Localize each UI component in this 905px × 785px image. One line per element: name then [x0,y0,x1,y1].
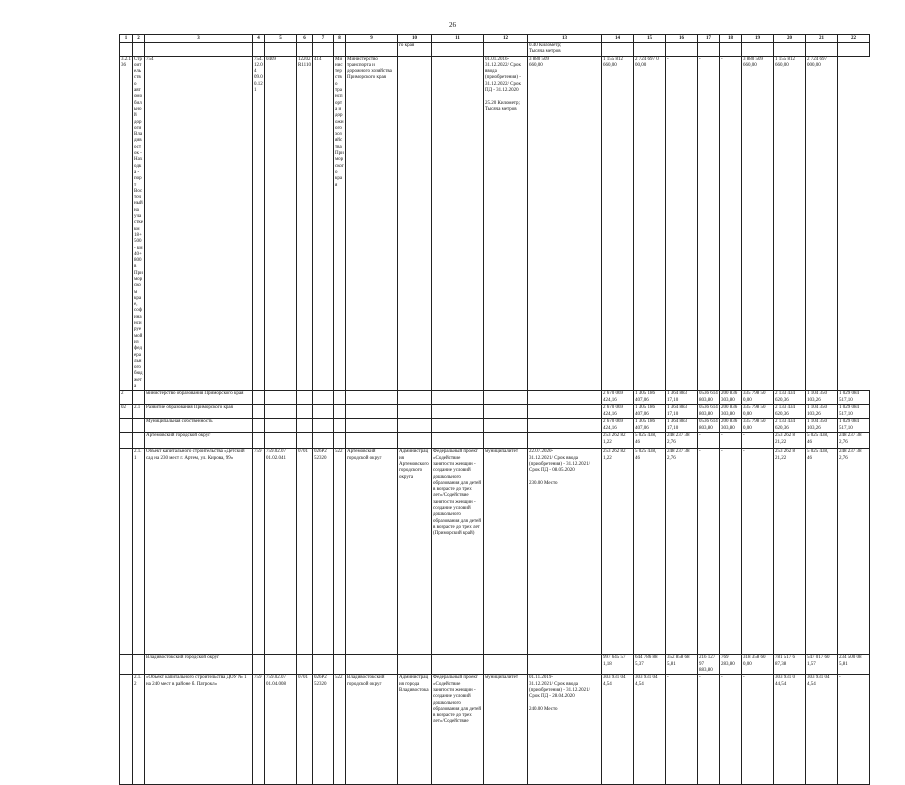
table-cell: Владивостокский городской округ [346,675,398,785]
table-cell [133,655,145,675]
table-cell: - [742,433,774,449]
table-cell: 248 237 38 2,76 [838,449,870,655]
table-cell [120,43,133,57]
table-cell: - [698,433,720,449]
table-cell: Владивостокский городской округ [145,655,253,675]
table-cell [133,419,145,433]
table-cell [528,391,602,405]
table-cell [432,405,484,419]
column-header: 13 [528,35,602,43]
column-header: 17 [698,35,720,43]
column-header: 22 [838,35,870,43]
table-cell: 248 237 38 2,76 [666,449,698,655]
column-header: 10 [398,35,432,43]
table-cell: «Объект капитального строительства ДОУ № 1 на 240 мест в районе б. Патрокл» [145,675,253,785]
table-cell: 1 029 084 517,10 [838,419,870,433]
table-cell: Строительство автомобильной дороги Владивосток - Находка - порт Восточный на участке км 18+500 - км 40+800 в Приморском крае, софинансируемой из федерального бюджета [134,56,143,390]
table-cell: министерство образования Приморского края [145,391,253,405]
table-cell: 2 133 434 620,36 [774,405,806,419]
table-cell [602,43,634,57]
table-cell: Развитие образования Приморского края [145,405,253,419]
table-cell: 3 880 509 660,00 [742,56,774,391]
table-cell: 769 283,80 [720,655,742,675]
table-cell: 1 305 186 407,06 [634,391,666,405]
table-cell [265,433,297,449]
table-cell [133,433,145,449]
table-cell [253,655,265,675]
table-cell: 2 133 434 620,36 [774,419,806,433]
table-cell: 759 [253,675,265,785]
table-cell [806,43,838,57]
table-cell: - [720,433,742,449]
table-cell [346,419,398,433]
table-cell [334,391,346,405]
table-cell: 02 [120,405,133,419]
table-cell [265,43,297,57]
table-cell [398,405,432,419]
table-cell: 0536 614 803,80 [698,419,720,433]
table-cell: - [838,675,870,785]
table-cell: 2.1 [133,405,145,419]
table-row [120,43,870,57]
table-cell [313,419,334,433]
column-header: 14 [602,35,634,43]
table-cell: 1 155 812 660,00 [602,56,634,391]
table-cell: 200 836 303,80 [720,405,742,419]
table-cell [666,43,698,57]
table-cell [297,405,313,419]
table-cell [253,433,265,449]
table-cell: го края [398,43,432,57]
table-cell [334,433,346,449]
table-cell: 200 836 303,80 [720,419,742,433]
table-cell: 200 836 303,80 [720,391,742,405]
table-cell: 1 029 084 517,10 [838,391,870,405]
table-cell: 303 931 04 4,54 [634,675,666,785]
table-cell: 522 [334,449,346,655]
table-cell: 216 127 97 883,80 [698,655,720,675]
table-cell: 234 500 08 5,81 [838,655,870,675]
table-cell [120,655,133,675]
column-header: 16 [666,35,698,43]
column-header: 21 [806,35,838,43]
table-cell [484,405,528,419]
table-cell: 0701 [297,449,313,655]
table-cell: муниципалитет [484,675,528,785]
table-cell: - [666,56,698,391]
table-row [120,655,870,675]
table-cell: 5 025 438, 46 [806,433,838,449]
table-cell: 3 880 509 660,00 [528,56,602,391]
table-cell [297,43,313,57]
table-cell: 253 262 82 1,22 [602,449,634,655]
table-cell: 5 025 438, 46 [806,449,838,655]
table-cell [297,391,313,405]
table-cell [698,43,720,57]
table-cell: 12202 R1110 [297,56,313,391]
table-cell: 303 931 0 44,54 [774,675,806,785]
table-cell: - [698,449,720,655]
table-cell [313,391,334,405]
table-cell: 318 358 60 0,00 [742,655,774,675]
table-cell [133,391,145,405]
table-cell [253,405,265,419]
table-cell [334,655,346,675]
column-header: 18 [720,35,742,43]
table-cell: 1 305 186 407,06 [634,405,666,419]
table-cell [253,43,265,57]
table-cell: 026P2 52320 [313,449,334,655]
table-cell: 547 017 60 1,57 [806,655,838,675]
table-cell [265,655,297,675]
table-cell: 22.07.2020- 31.12.2021/ Срок ввода (приобретения) - 31.12.2021/ Срок ПД - 08.05.2020 230.00 Место [528,449,602,655]
table-cell: 0536 614 803,80 [698,405,720,419]
table-cell: 2 [120,391,133,405]
column-header: 5 [265,35,297,43]
table-row [120,391,870,405]
table-cell [334,43,346,57]
table-cell [528,419,602,433]
column-header: 1 [120,35,133,43]
table-cell: 0701 [297,675,313,785]
table-cell: 2 724 697 000,00 [806,56,838,391]
table-cell [838,43,870,57]
column-header: 19 [742,35,774,43]
table-cell: 5 025 438, 46 [634,449,666,655]
table-cell: 2.1.2 [133,675,145,785]
column-header: 11 [432,35,484,43]
column-header: 4 [253,35,265,43]
table-cell [398,391,432,405]
table-cell: Артемовский городской округ [346,449,398,655]
table-row [120,449,870,655]
table-cell: 335 798 50 0,00 [742,391,774,405]
table-row [120,405,870,419]
column-header: 15 [634,35,666,43]
table-cell [265,405,297,419]
column-header: 12 [484,35,528,43]
table-cell: 5 025 438, 46 [634,433,666,449]
table-cell: Муниципальная собственность [145,419,253,433]
table-cell: 759.02.07 01.04.008 [265,675,297,785]
table-row [120,56,870,391]
table-cell: Федеральный проект «Содействие занятости женщин - создание условий дошкольного образования для детей в возрасте до трех лет»/Содействие [432,675,484,785]
table-cell: 2 724 697 0 00,00 [634,56,666,391]
table-cell [742,43,774,57]
table-cell [297,419,313,433]
table-cell [432,43,484,57]
table-cell [265,419,297,433]
table-cell [265,391,297,405]
table-cell: - [742,675,774,785]
table-cell: 997 645 57 1,18 [602,655,634,675]
table-cell: 2.1.1 [133,449,145,655]
table-cell: 1 104 350 103,26 [806,391,838,405]
table-cell [484,419,528,433]
table-cell: 1 029 084 517,10 [838,405,870,419]
table-cell [133,43,145,57]
table-cell [432,419,484,433]
table-cell: 1 305 186 407,06 [634,419,666,433]
table-cell [253,391,265,405]
table-cell: 2 670 069 424,16 [602,419,634,433]
table-cell [334,419,346,433]
table-cell: 1 364 883 17,10 [666,391,698,405]
table-cell: - [742,449,774,655]
table-cell: 248 237 38 2,76 [838,433,870,449]
column-header: 6 [297,35,313,43]
column-header: 3 [145,35,253,43]
table-cell: Объект капитального строительства «Детский сад на 230 мест г. Артем, ул. Кирова, 99» [145,449,253,655]
table-cell: 414 [313,56,334,391]
table-cell [297,433,313,449]
table-cell: 248 237 38 2,76 [666,433,698,449]
table-cell [484,655,528,675]
table-cell [432,391,484,405]
table-cell: 303 931 04 4,54 [806,675,838,785]
table-cell: 352 858 68 5,81 [666,655,698,675]
table-cell: 1 104 350 103,26 [806,419,838,433]
table-cell [484,433,528,449]
table-cell: 01.11.2019- 31.12.2021/ Срок ввода (приобретения) - 31.12.2021/ Срок ПД - 28.04.2020 240.00 Место [528,675,602,785]
table-cell: 1 104 350 103,26 [806,405,838,419]
table-cell [346,391,398,405]
table-cell [398,655,432,675]
table-cell: 1 155 812 660,00 [774,56,806,391]
column-header: 20 [774,35,806,43]
table-cell [634,43,666,57]
page-number: 26 [449,21,456,29]
table-cell: Администрация Артемовского городского округа [398,449,432,655]
table-cell [484,391,528,405]
table-cell [484,43,528,57]
table-cell: 335 798 50 0,00 [742,405,774,419]
table-row [120,419,870,433]
table-cell [346,433,398,449]
table-cell: Министерство транспорта и дорожного хозяйства Приморского края [334,56,346,391]
table-cell [398,56,432,391]
table-cell: 026P2 52320 [313,675,334,785]
table-row [120,433,870,449]
table-cell: Министерство транспорта и дорожного хозяйства Приморского края [346,56,398,391]
column-header: 8 [334,35,346,43]
table-cell [120,419,133,433]
table-cell: 1 364 883 17,10 [666,419,698,433]
table-cell [253,419,265,433]
table-cell [432,56,484,391]
table-cell: 01.01.2016- 31.12.2022/ Срок ввода (приобретения) - 31.12.2022/ Срок ПД - 31.12.2020 25.20 Километр; Тысяча метров [484,56,528,391]
table-cell: 754 [145,56,253,391]
table-cell [120,449,133,655]
table-cell [120,675,133,785]
table-cell: 2 133 434 620,36 [774,391,806,405]
table-cell [528,433,602,449]
table-cell [297,655,313,675]
table-cell: 335 798 50 0,00 [742,419,774,433]
table-cell [528,655,602,675]
table-cell: 759.02.07 01.02.041 [265,449,297,655]
table-cell [432,433,484,449]
table-cell [313,433,334,449]
table-cell: 0536 614 803,80 [698,391,720,405]
table-cell: 644 786 88 5,37 [634,655,666,675]
column-header-row [120,35,870,43]
table-cell: 759 [253,449,265,655]
table-cell: 0.40 Километр; Тысяча метров [528,43,602,57]
table-cell [432,655,484,675]
table-cell [346,405,398,419]
table-cell [720,43,742,57]
table-cell [398,433,432,449]
table-cell [398,419,432,433]
table-row [120,675,870,785]
table-cell: - [698,56,720,391]
table-cell: 303 931 04 4,54 [602,675,634,785]
table-cell: - [720,675,742,785]
table-cell: - [720,449,742,655]
table-cell: 781 517 6 87,38 [774,655,806,675]
table-cell [145,43,253,57]
table-cell: 0409 [265,56,297,391]
table-cell: Федеральный проект «Содействие занятости женщин - создание условий дошкольного образования для детей в возрасте до трех лет»/Содействие занятости женщин - создание условий дошкольного образования для детей в возрасте до трех лет (Приморский край) [432,449,484,655]
table-cell: муниципалитет [484,449,528,655]
table-cell: 253 262 8 21,22 [774,449,806,655]
table-cell: 2 670 069 424,16 [602,391,634,405]
table-cell [774,43,806,57]
table-cell: Администрация города Владивостока [398,675,432,785]
table-cell [313,655,334,675]
table-cell: - [720,56,742,391]
table-cell: - [666,675,698,785]
table-cell [313,43,334,57]
column-header: 9 [346,35,398,43]
table-cell [346,655,398,675]
table-cell: Артемовский городской округ [145,433,253,449]
table-cell [120,433,133,449]
table-cell: 3.2.1 36 [120,56,133,391]
table-cell [528,405,602,419]
table-cell [313,405,334,419]
column-header: 7 [313,35,334,43]
table-cell: 253 262 8 21,22 [774,433,806,449]
table-cell [346,43,398,57]
budget-table [119,34,870,785]
table-cell: - [698,675,720,785]
table-cell: 522 [334,675,346,785]
table-cell: 253 262 82 1,22 [602,433,634,449]
table-cell: 1 364 883 17,10 [666,405,698,419]
table-cell: 754.12.04 09.00.121 [253,56,265,391]
column-header: 2 [133,35,145,43]
table-cell [334,405,346,419]
table-cell: 2 670 069 424,16 [602,405,634,419]
